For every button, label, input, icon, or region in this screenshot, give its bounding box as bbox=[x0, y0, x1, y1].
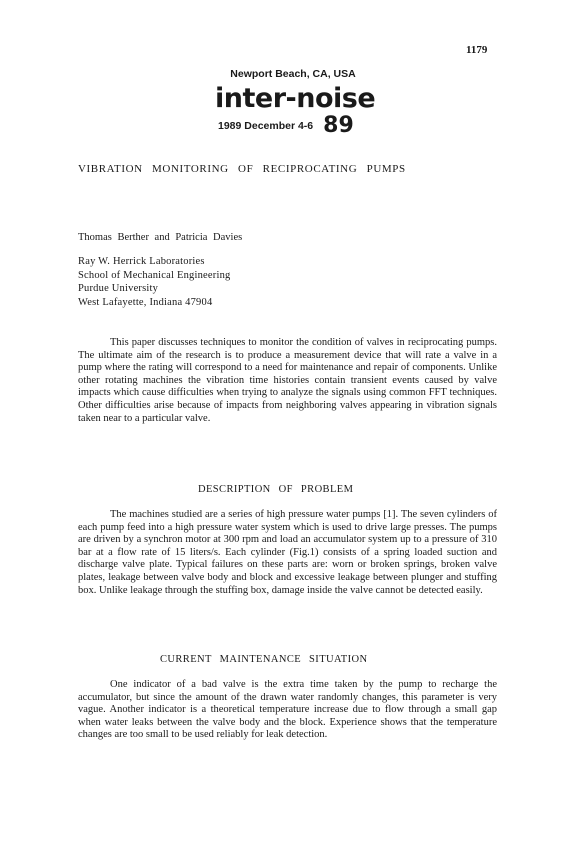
conference-location: Newport Beach, CA, USA bbox=[230, 68, 356, 80]
author-affiliation bbox=[78, 255, 230, 309]
section-paragraph-current-maintenance: One indicator of a bad valve is the extra time taken by the pump to recharge the accumulator, but since the amount of the drawn water randomly changes, this parameter is very vague. Another indicator is a theoretical temperature increase due to flow through a small gap when water leaks between the valve body and the block. Experience shows that the temperature changes are too small to be used reliably for leak detection. bbox=[78, 679, 497, 741]
conference-year-mark: 89 bbox=[323, 113, 354, 138]
affiliation-line: Purdue University bbox=[78, 283, 159, 294]
affiliation-line: Ray W. Herrick Laboratories bbox=[78, 256, 205, 267]
section-paragraph-description-of-problem: The machines studied are a series of high pressure water pumps [1]. The seven cylinders of each pump feed into a high pressure water system which is used to drive large presses. The pumps are driven by a synchron motor at 300 rpm and load an accumulator system up to a pressure of 310 bar at a flow rate of 15 liters/s. Each cylinder (Fig.1) consists of a spring loaded suction and discharge valve plate. Typical failures on these parts are: worn or broken springs, broken valve plates, leakage between valve body and block and excessive leakage between plunger and stuffing box. Unlike leakage through the stuffing box, damage inside the valve cannot be detected easily. bbox=[78, 509, 497, 596]
conference-header bbox=[200, 68, 380, 137]
section-heading-description-of-problem: DESCRIPTION OF PROBLEM bbox=[198, 484, 354, 495]
paper-title: VIBRATION MONITORING OF RECIPROCATING PUMPS bbox=[78, 163, 406, 175]
section-heading-current-maintenance: CURRENT MAINTENANCE SITUATION bbox=[160, 654, 368, 665]
affiliation-line: School of Mechanical Engineering bbox=[78, 269, 231, 281]
conference-dates: 1989 December 4-6 bbox=[218, 120, 314, 132]
abstract-paragraph: This paper discusses techniques to monitor the condition of valves in reciprocating pumps. The ultimate aim of the research is to produce a measurement device that will rate a valve in a pump where the rating will correspond to a need for maintenance and repair of components. Unlike other rotating machines the vibration time histories contain transient events caused by valve impacts which cause difficulties when trying to analyze the signals using common FFT techniques. Other difficulties arise because of impacts from neighboring valves appearing in vibration signals taken near to a particular valve. bbox=[78, 337, 497, 424]
conference-logo: inter-noise bbox=[215, 83, 376, 114]
affiliation-line: West Lafayette, Indiana 47904 bbox=[78, 296, 213, 308]
paper-authors: Thomas Berther and Patricia Davies bbox=[78, 232, 243, 243]
page-number: 1179 bbox=[466, 44, 488, 56]
conference-dates-row bbox=[218, 115, 380, 137]
